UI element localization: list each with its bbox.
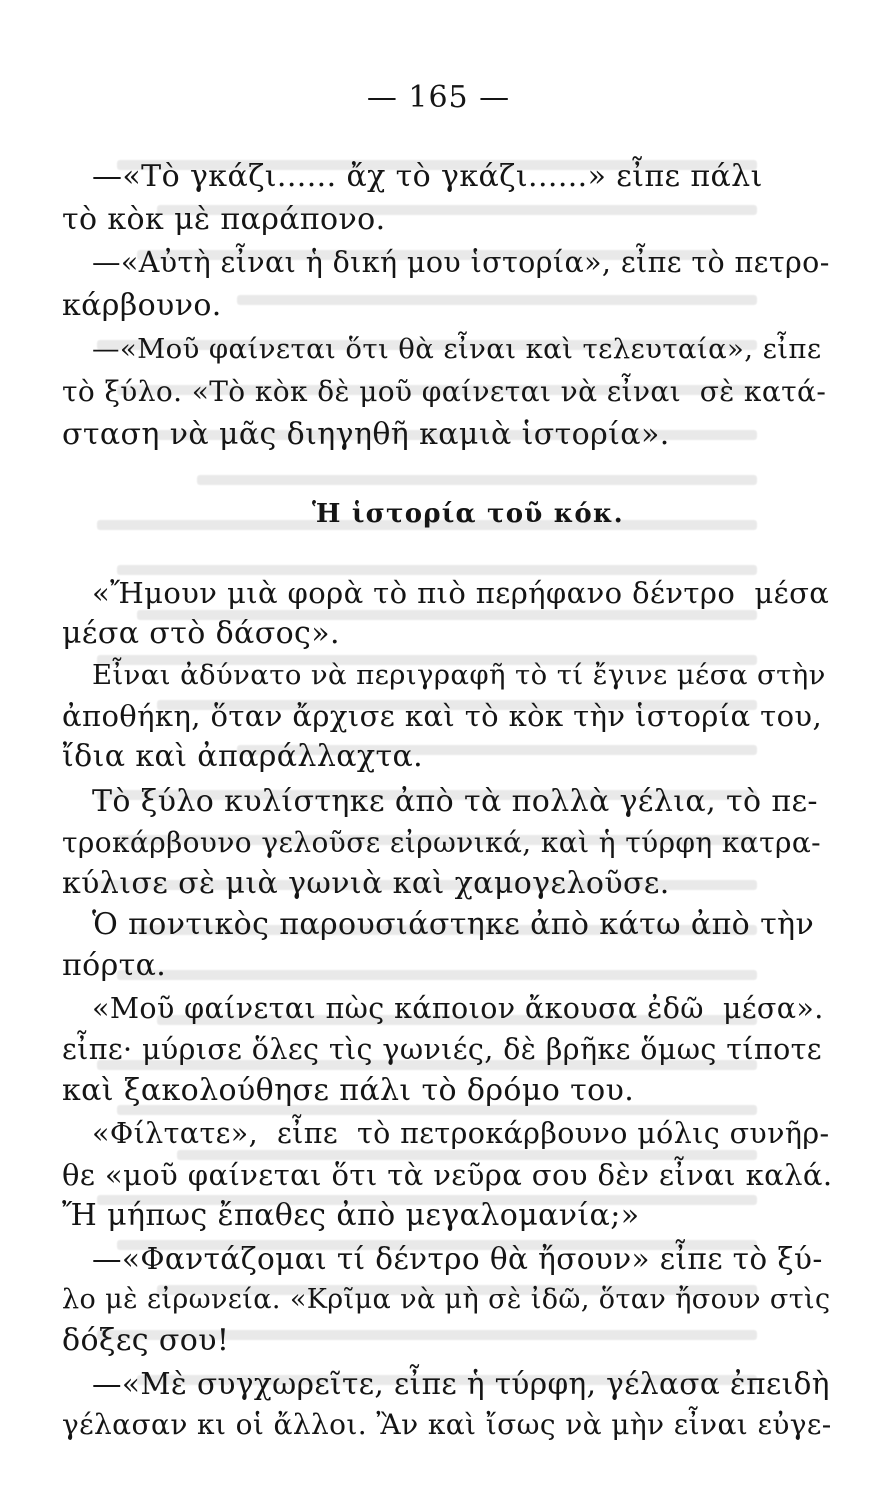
text-line: —«Μὲ συγχωρεῖτε, εἶπε ἡ τύρφη, γέλασα ἐπειδὴ xyxy=(92,1367,830,1401)
text-line: τὸ ξύλο. «Τὸ κὸκ δὲ μοῦ φαίνεται νὰ εἶναι σὲ κατά- xyxy=(62,375,827,408)
text-line: γέλασαν κι οἱ ἄλλοι. Ἂν καὶ ἴσως νὰ μὴν εἶναι εὐγε- xyxy=(62,1408,832,1441)
text-line: —«Μοῦ φαίνεται ὅτι θὰ εἶναι καὶ τελευταία», εἶπε xyxy=(92,333,822,365)
text-line: εἶπε· μύρισε ὅλες τὶς γωνιές, δὲ βρῆκε ὅμως τίποτε xyxy=(62,1033,822,1066)
text-line: Εἶναι ἀδύνατο νὰ περιγραφῆ τὸ τί ἔγινε μέσα στὴν xyxy=(92,659,826,691)
text-line: Ὁ ποντικὸς παρουσιάστηκε ἀπὸ κάτω ἀπὸ τὴν xyxy=(92,907,815,942)
text-line: δόξες σου! xyxy=(62,1323,230,1358)
text-line: καὶ ξακολούθησε πάλι τὸ δρόμο του. xyxy=(62,1073,635,1108)
text-line: τροκάρβουνο γελοῦσε εἰρωνικά, καὶ ἡ τύρφη κατρα- xyxy=(62,826,822,859)
text-line: ἀποθήκη, ὅταν ἄρχισε καὶ τὸ κὸκ τὴν ἱστορία του, xyxy=(62,699,823,733)
text-line: Ἤ μήπως ἔπαθες ἀπὸ μεγαλομανία;» xyxy=(62,1198,640,1233)
text-line: Τὸ ξύλο κυλίστηκε ἀπὸ τὰ πολλὰ γέλια, τὸ πε- xyxy=(92,784,818,819)
text-line: —«Αὐτὴ εἶναι ἡ δική μου ἱστορία», εἶπε τὸ πετρο- xyxy=(92,246,830,279)
text-line: «Μοῦ φαίνεται πὼς κάποιον ἄκουσα ἐδῶ μέσα». xyxy=(92,992,824,1025)
text-line: λο μὲ εἰρωνεία. «Κρῖμα νὰ μὴ σὲ ἰδῶ, ὅταν ἤσουν στὶς xyxy=(62,1284,831,1315)
text-line: «Ἤμουν μιὰ φορὰ τὸ πιὸ περήφανο δέντρο μέσα xyxy=(92,576,830,610)
text-line: θε «μοῦ φαίνεται ὅτι τὰ νεῦρα σου δὲν εἶναι καλά. xyxy=(62,1158,833,1192)
section-heading: Ἡ ἱστορία τοῦ κόκ. xyxy=(312,499,624,529)
text-line: —«Τὸ γκάζι...... ἄχ τὸ γκάζι......» εἶπε πάλι xyxy=(92,159,763,194)
text-line: ἴδια καὶ ἀπαράλλαχτα. xyxy=(62,739,424,774)
text-line: κάρβουνο. xyxy=(62,288,222,323)
text-line: πόρτα. xyxy=(62,948,167,983)
text-line: «Φίλτατε», εἶπε τὸ πετροκάρβουνο μόλις συνῆρ- xyxy=(92,1117,830,1150)
text-line: τὸ κὸκ μὲ παράπονο. xyxy=(62,202,386,237)
text-line: κύλισε σὲ μιὰ γωνιὰ καὶ χαμογελοῦσε. xyxy=(62,866,670,901)
page-number: — 165 — xyxy=(366,80,511,115)
text-line: σταση νὰ μᾶς διηγηθῆ καμιὰ ἱστορία». xyxy=(62,417,670,452)
text-line: —«Φαντάζομαι τί δέντρο θὰ ἤσουν» εἶπε τὸ ξύ- xyxy=(92,1242,823,1276)
text-line: μέσα στὸ δάσος». xyxy=(62,616,340,651)
